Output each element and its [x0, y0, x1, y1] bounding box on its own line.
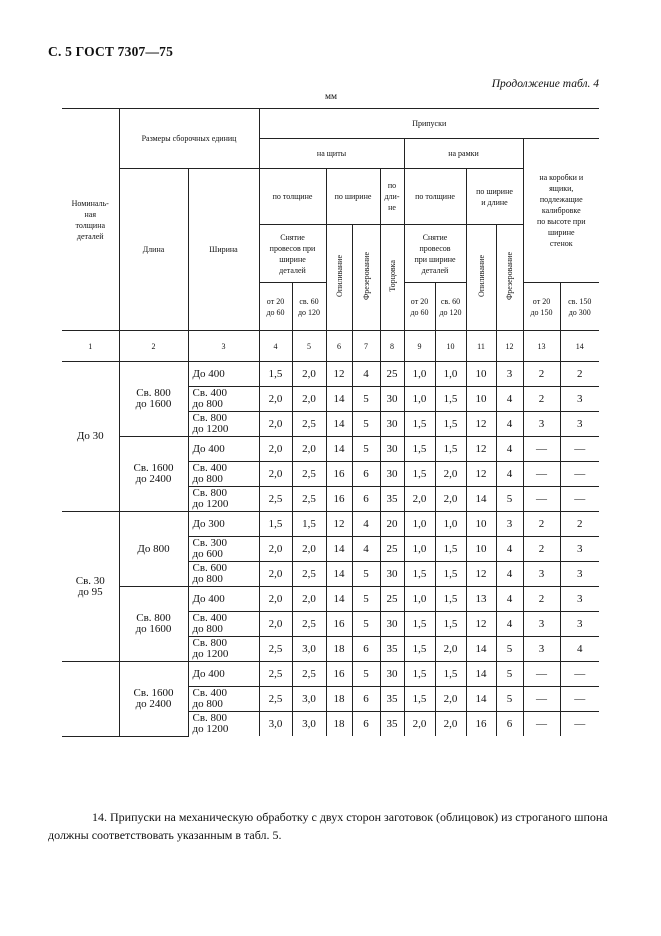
table-row [62, 662, 599, 687]
value-cell: 1,5 [292, 512, 326, 537]
value-cell: 12 [326, 362, 352, 387]
width-cell: Св. 800 до 1200 [188, 712, 259, 737]
width-cell: Св. 400 до 800 [188, 462, 259, 487]
thickness-group-cell: До 30 [62, 362, 119, 512]
value-cell: 1,0 [435, 362, 466, 387]
value-cell: 18 [326, 687, 352, 712]
header-range: св. 60 до 120 [292, 283, 326, 331]
value-cell: — [560, 662, 599, 687]
value-cell: 14 [466, 687, 496, 712]
value-cell: 3 [560, 537, 599, 562]
value-cell: 2,5 [292, 412, 326, 437]
value-cell: 25 [380, 587, 404, 612]
value-cell: 5 [352, 587, 380, 612]
value-cell: 2,0 [292, 437, 326, 462]
value-cell: 2,0 [292, 537, 326, 562]
value-cell: 16 [326, 612, 352, 637]
header-nominal-thickness: Номиналь- ная толщина деталей [62, 109, 119, 331]
value-cell: 2 [523, 587, 560, 612]
value-cell: 30 [380, 462, 404, 487]
value-cell: 30 [380, 387, 404, 412]
value-cell: 35 [380, 712, 404, 737]
width-cell: До 400 [188, 587, 259, 612]
value-cell: 3 [523, 612, 560, 637]
value-cell: 2,0 [259, 412, 292, 437]
value-cell: 3 [560, 562, 599, 587]
column-number-cell: 5 [292, 331, 326, 362]
value-cell: 1,0 [435, 512, 466, 537]
value-cell: 3,0 [259, 712, 292, 737]
column-number-cell: 8 [380, 331, 404, 362]
value-cell: 2 [560, 512, 599, 537]
length-group-cell: До 800 [119, 512, 188, 587]
value-cell: — [523, 662, 560, 687]
value-cell: 1,5 [435, 412, 466, 437]
value-cell: 5 [352, 387, 380, 412]
value-cell: 35 [380, 487, 404, 512]
header-length: Длина [119, 169, 188, 331]
column-number-cell: 13 [523, 331, 560, 362]
value-cell: 1,5 [435, 587, 466, 612]
value-cell: 2 [560, 362, 599, 387]
header-by-width: по ширине [326, 169, 380, 225]
value-cell: 1,5 [404, 462, 435, 487]
header-range: св. 60 до 120 [435, 283, 466, 331]
value-cell: 1,5 [259, 512, 292, 537]
width-cell: До 400 [188, 362, 259, 387]
value-cell: 13 [466, 587, 496, 612]
value-cell: 3 [496, 362, 523, 387]
value-cell: 3 [560, 587, 599, 612]
table-body [62, 362, 599, 737]
value-cell: 4 [352, 537, 380, 562]
value-cell: 10 [466, 387, 496, 412]
table-row [62, 362, 599, 387]
value-cell: 1,5 [259, 362, 292, 387]
column-number-cell: 3 [188, 331, 259, 362]
value-cell: 2,0 [292, 587, 326, 612]
column-number-cell: 10 [435, 331, 466, 362]
value-cell: 2,0 [259, 437, 292, 462]
value-cell: 2,0 [259, 587, 292, 612]
value-cell: 1,5 [435, 437, 466, 462]
width-cell: Св. 400 до 800 [188, 612, 259, 637]
value-cell: 4 [496, 537, 523, 562]
allowances-table [62, 108, 599, 737]
header-end-cut: Торцовка [380, 225, 404, 331]
column-number-cell: 11 [466, 331, 496, 362]
value-cell: 2,5 [259, 662, 292, 687]
value-cell: 14 [326, 412, 352, 437]
value-cell: 3,0 [292, 712, 326, 737]
table-continuation-label: Продолжение табл. 4 [491, 78, 599, 90]
header-range: от 20 до 150 [523, 283, 560, 331]
value-cell: 16 [326, 462, 352, 487]
value-cell: 6 [352, 462, 380, 487]
value-cell: — [523, 712, 560, 737]
column-number-cell: 7 [352, 331, 380, 362]
header-milling: Фрезерование [352, 225, 380, 331]
header-by-thickness: по толщине [259, 169, 326, 225]
length-group-cell: Св. 800 до 1600 [119, 587, 188, 662]
value-cell: 3 [523, 412, 560, 437]
value-cell: 2,0 [259, 462, 292, 487]
width-cell: Св. 400 до 800 [188, 687, 259, 712]
value-cell: 4 [496, 462, 523, 487]
width-cell: Св. 800 до 1200 [188, 412, 259, 437]
length-group-cell: Св. 1600 до 2400 [119, 437, 188, 512]
header-removal-frame: Снятие провесов при ширине деталей [404, 225, 466, 283]
value-cell: 16 [326, 662, 352, 687]
width-cell: Св. 800 до 1200 [188, 637, 259, 662]
value-cell: 14 [466, 662, 496, 687]
header-sawing: Опиливание [326, 225, 352, 331]
value-cell: — [523, 437, 560, 462]
value-cell: 5 [496, 637, 523, 662]
width-cell: До 400 [188, 437, 259, 462]
unit-label: мм [325, 92, 338, 102]
value-cell: 4 [496, 587, 523, 612]
header-removal-shield: Снятие провесов при ширине деталей [259, 225, 326, 283]
value-cell: 5 [352, 612, 380, 637]
value-cell: 14 [326, 587, 352, 612]
value-cell: 14 [466, 487, 496, 512]
page-header: С. 5 ГОСТ 7307—75 [48, 44, 174, 59]
footnote-paragraph: 14. Припуски на механическую обработку с двух сторон заготовок (облицовок) из строганого шпона должны соответствовать указанным в табл. 5. [48, 810, 608, 842]
width-cell: Св. 400 до 800 [188, 387, 259, 412]
header-milling-frames: Фрезерование [496, 225, 523, 331]
length-group-cell: Св. 1600 до 2400 [119, 662, 188, 737]
value-cell: 5 [496, 487, 523, 512]
column-number-cell: 14 [560, 331, 599, 362]
value-cell: 2,0 [292, 362, 326, 387]
value-cell: 1,5 [435, 562, 466, 587]
value-cell: — [523, 462, 560, 487]
width-cell: Св. 600 до 800 [188, 562, 259, 587]
value-cell: 2,0 [435, 637, 466, 662]
header-allowances: Припуски [259, 109, 599, 139]
value-cell: 12 [466, 462, 496, 487]
header-range: от 20 до 60 [259, 283, 292, 331]
value-cell: 1,5 [435, 537, 466, 562]
thickness-group-cell [62, 662, 119, 737]
value-cell: 2,5 [292, 662, 326, 687]
value-cell: 14 [326, 387, 352, 412]
value-cell: 6 [352, 637, 380, 662]
value-cell: 2 [523, 537, 560, 562]
value-cell: — [523, 487, 560, 512]
width-cell: До 400 [188, 662, 259, 687]
value-cell: 4 [496, 562, 523, 587]
value-cell: 2,0 [259, 387, 292, 412]
value-cell: 2,5 [259, 687, 292, 712]
value-cell: 2,5 [292, 487, 326, 512]
value-cell: 1,0 [404, 387, 435, 412]
value-cell: 1,5 [404, 662, 435, 687]
value-cell: 2,0 [404, 712, 435, 737]
value-cell: 4 [352, 512, 380, 537]
value-cell: 10 [466, 362, 496, 387]
value-cell: 5 [352, 662, 380, 687]
header-frames-by-width-length: по ширине и длине [466, 169, 523, 225]
value-cell: 2,0 [259, 562, 292, 587]
value-cell: 14 [326, 562, 352, 587]
value-cell: 12 [466, 612, 496, 637]
value-cell: — [523, 687, 560, 712]
value-cell: — [560, 462, 599, 487]
column-number-cell: 6 [326, 331, 352, 362]
value-cell: 14 [326, 537, 352, 562]
value-cell: 2,5 [259, 637, 292, 662]
value-cell: 12 [466, 562, 496, 587]
value-cell: 5 [352, 562, 380, 587]
value-cell: 3,0 [292, 637, 326, 662]
table-row [62, 437, 599, 462]
value-cell: 2,0 [259, 612, 292, 637]
value-cell: 2,0 [435, 687, 466, 712]
value-cell: 2 [523, 387, 560, 412]
value-cell: 2,5 [259, 487, 292, 512]
value-cell: 35 [380, 687, 404, 712]
value-cell: 4 [560, 637, 599, 662]
value-cell: 3 [560, 612, 599, 637]
value-cell: 6 [352, 487, 380, 512]
value-cell: 3,0 [292, 687, 326, 712]
value-cell: — [560, 687, 599, 712]
value-cell: 3 [523, 562, 560, 587]
value-cell: 6 [496, 712, 523, 737]
value-cell: 20 [380, 512, 404, 537]
value-cell: 12 [466, 437, 496, 462]
header-boxes: на коробки и ящики, подлежащие калибровке по высоте при ширине стенок [523, 139, 599, 283]
value-cell: 1,5 [404, 612, 435, 637]
value-cell: 1,0 [404, 537, 435, 562]
value-cell: 30 [380, 562, 404, 587]
value-cell: 14 [326, 437, 352, 462]
value-cell: 1,0 [404, 362, 435, 387]
width-cell: Св. 300 до 600 [188, 537, 259, 562]
value-cell: — [560, 712, 599, 737]
value-cell: 4 [496, 612, 523, 637]
value-cell: 25 [380, 362, 404, 387]
value-cell: 4 [496, 412, 523, 437]
value-cell: 5 [352, 412, 380, 437]
thickness-group-cell: Св. 30 до 95 [62, 512, 119, 662]
column-numbers-row [62, 331, 599, 362]
value-cell: 30 [380, 437, 404, 462]
value-cell: 2,0 [435, 462, 466, 487]
value-cell: 30 [380, 412, 404, 437]
value-cell: 25 [380, 537, 404, 562]
header-frames: на рамки [404, 139, 523, 169]
value-cell: 1,5 [404, 687, 435, 712]
value-cell: 30 [380, 662, 404, 687]
header-by-length: по дли- не [380, 169, 404, 225]
header-sawing-frames: Опиливание [466, 225, 496, 331]
value-cell: 1,5 [404, 637, 435, 662]
value-cell: 1,5 [404, 437, 435, 462]
value-cell: 1,5 [435, 662, 466, 687]
value-cell: 2,0 [404, 487, 435, 512]
header-frames-by-thickness: по толщине [404, 169, 466, 225]
value-cell: 2,0 [259, 537, 292, 562]
header-shields: на щиты [259, 139, 404, 169]
column-number-cell: 4 [259, 331, 292, 362]
value-cell: 1,5 [435, 612, 466, 637]
header-range: св. 150 до 300 [560, 283, 599, 331]
header-range: от 20 до 60 [404, 283, 435, 331]
value-cell: 12 [466, 412, 496, 437]
table-row [62, 587, 599, 612]
value-cell: 1,0 [404, 587, 435, 612]
value-cell: 1,5 [404, 412, 435, 437]
column-number-cell: 2 [119, 331, 188, 362]
column-number-cell: 1 [62, 331, 119, 362]
value-cell: 4 [496, 437, 523, 462]
value-cell: 2,0 [292, 387, 326, 412]
value-cell: 3 [496, 512, 523, 537]
value-cell: 2,0 [435, 712, 466, 737]
value-cell: 1,5 [435, 387, 466, 412]
value-cell: 6 [352, 687, 380, 712]
value-cell: 14 [466, 637, 496, 662]
value-cell: 12 [326, 512, 352, 537]
value-cell: 35 [380, 637, 404, 662]
column-number-cell: 9 [404, 331, 435, 362]
value-cell: 2 [523, 362, 560, 387]
value-cell: 2 [523, 512, 560, 537]
value-cell: 2,5 [292, 562, 326, 587]
value-cell: 2,5 [292, 612, 326, 637]
value-cell: 18 [326, 637, 352, 662]
value-cell: 30 [380, 612, 404, 637]
value-cell: 5 [496, 662, 523, 687]
header-width: Ширина [188, 169, 259, 331]
column-number-cell: 12 [496, 331, 523, 362]
value-cell: 3 [523, 637, 560, 662]
value-cell: 2,0 [435, 487, 466, 512]
width-cell: Св. 800 до 1200 [188, 487, 259, 512]
value-cell: 6 [352, 712, 380, 737]
value-cell: 10 [466, 537, 496, 562]
value-cell: 1,5 [404, 562, 435, 587]
value-cell: 1,0 [404, 512, 435, 537]
value-cell: 5 [352, 437, 380, 462]
value-cell: 16 [466, 712, 496, 737]
value-cell: 5 [496, 687, 523, 712]
table-row [62, 512, 599, 537]
value-cell: 2,5 [292, 462, 326, 487]
value-cell: — [560, 487, 599, 512]
value-cell: 4 [352, 362, 380, 387]
value-cell: 18 [326, 712, 352, 737]
length-group-cell: Св. 800 до 1600 [119, 362, 188, 437]
value-cell: 3 [560, 387, 599, 412]
value-cell: 4 [496, 387, 523, 412]
value-cell: 16 [326, 487, 352, 512]
value-cell: — [560, 437, 599, 462]
header-assembly-sizes: Размеры сборочных единиц [119, 109, 259, 169]
width-cell: До 300 [188, 512, 259, 537]
value-cell: 10 [466, 512, 496, 537]
value-cell: 3 [560, 412, 599, 437]
